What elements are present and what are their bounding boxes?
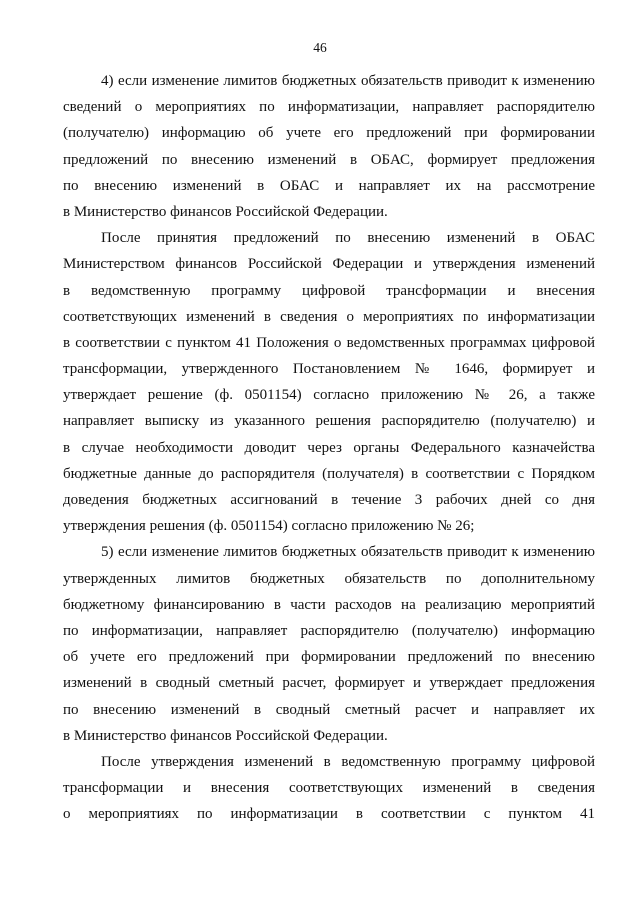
text-line: изменений в сводный сметный расчет, формирует и утверждает предложения <box>63 675 595 692</box>
text-line: бюджетные данные до распорядителя (получателя) в соответствии с Порядком <box>63 465 595 482</box>
page-number: 46 <box>313 40 327 55</box>
text-line: (получателю) информацию об учете его предложений при формировании <box>63 125 595 142</box>
text-line: в соответствии с пунктом 41 Положения о ведомственных программах цифровой <box>63 334 595 351</box>
text-line: об учете его предложений при формировании предложений по внесению <box>63 649 595 666</box>
text-line: о мероприятиях по информатизации в соответствии с пунктом 41 <box>63 806 595 823</box>
text-line: трансформации, утвержденного Постановлением № 1646, формирует и <box>63 361 595 378</box>
text-line: в Министерство финансов Российской Федерации. <box>63 727 388 744</box>
text-line: утверждения решения (ф. 0501154) согласно приложению № 26; <box>63 518 475 535</box>
text-line: в случае необходимости доводит через органы Федерального казначейства <box>63 439 595 456</box>
text-line: бюджетному финансированию в части расходов на реализацию мероприятий <box>63 596 595 613</box>
text-line: трансформации и внесения соответствующих изменений в сведения <box>63 780 595 797</box>
text-line: утверждает решение (ф. 0501154) согласно приложению № 26, а также <box>63 387 595 404</box>
text-line: в ведомственную программу цифровой трансформации и внесения <box>63 282 595 299</box>
text-line: доведения бюджетных ассигнований в течение 3 рабочих дней со дня <box>63 492 595 508</box>
text-line: в Министерство финансов Российской Федерации. <box>63 203 388 220</box>
text-line: Министерством финансов Российской Федерации и утверждения изменений <box>63 256 595 273</box>
text-line: утвержденных лимитов бюджетных обязательств по дополнительному <box>63 570 595 587</box>
text-line: 5) если изменение лимитов бюджетных обязательств приводит к изменению <box>101 544 595 561</box>
text-line: по внесению изменений в сводный сметный расчет и направляет их <box>63 701 595 718</box>
text-line: соответствующих изменений в сведения о мероприятиях по информатизации <box>63 308 595 325</box>
document-body <box>63 68 595 827</box>
text-line: 4) если изменение лимитов бюджетных обязательств приводит к изменению <box>101 73 595 89</box>
text-line: по информатизации, направляет распорядителю (получателю) информацию <box>63 622 595 639</box>
text-line: направляет выписку из указанного решения распорядителю (получателю) и <box>63 413 595 430</box>
text-line: После принятия предложений по внесению изменений в ОБАС <box>101 230 595 247</box>
text-line: по внесению изменений в ОБАС и направляет их на рассмотрение <box>63 177 595 194</box>
text-line: сведений о мероприятиях по информатизации, направляет распорядителю <box>63 99 595 116</box>
text-line: После утверждения изменений в ведомственную программу цифровой <box>101 753 595 770</box>
text-line: предложений по внесению изменений в ОБАС, формирует предложения <box>63 151 595 168</box>
